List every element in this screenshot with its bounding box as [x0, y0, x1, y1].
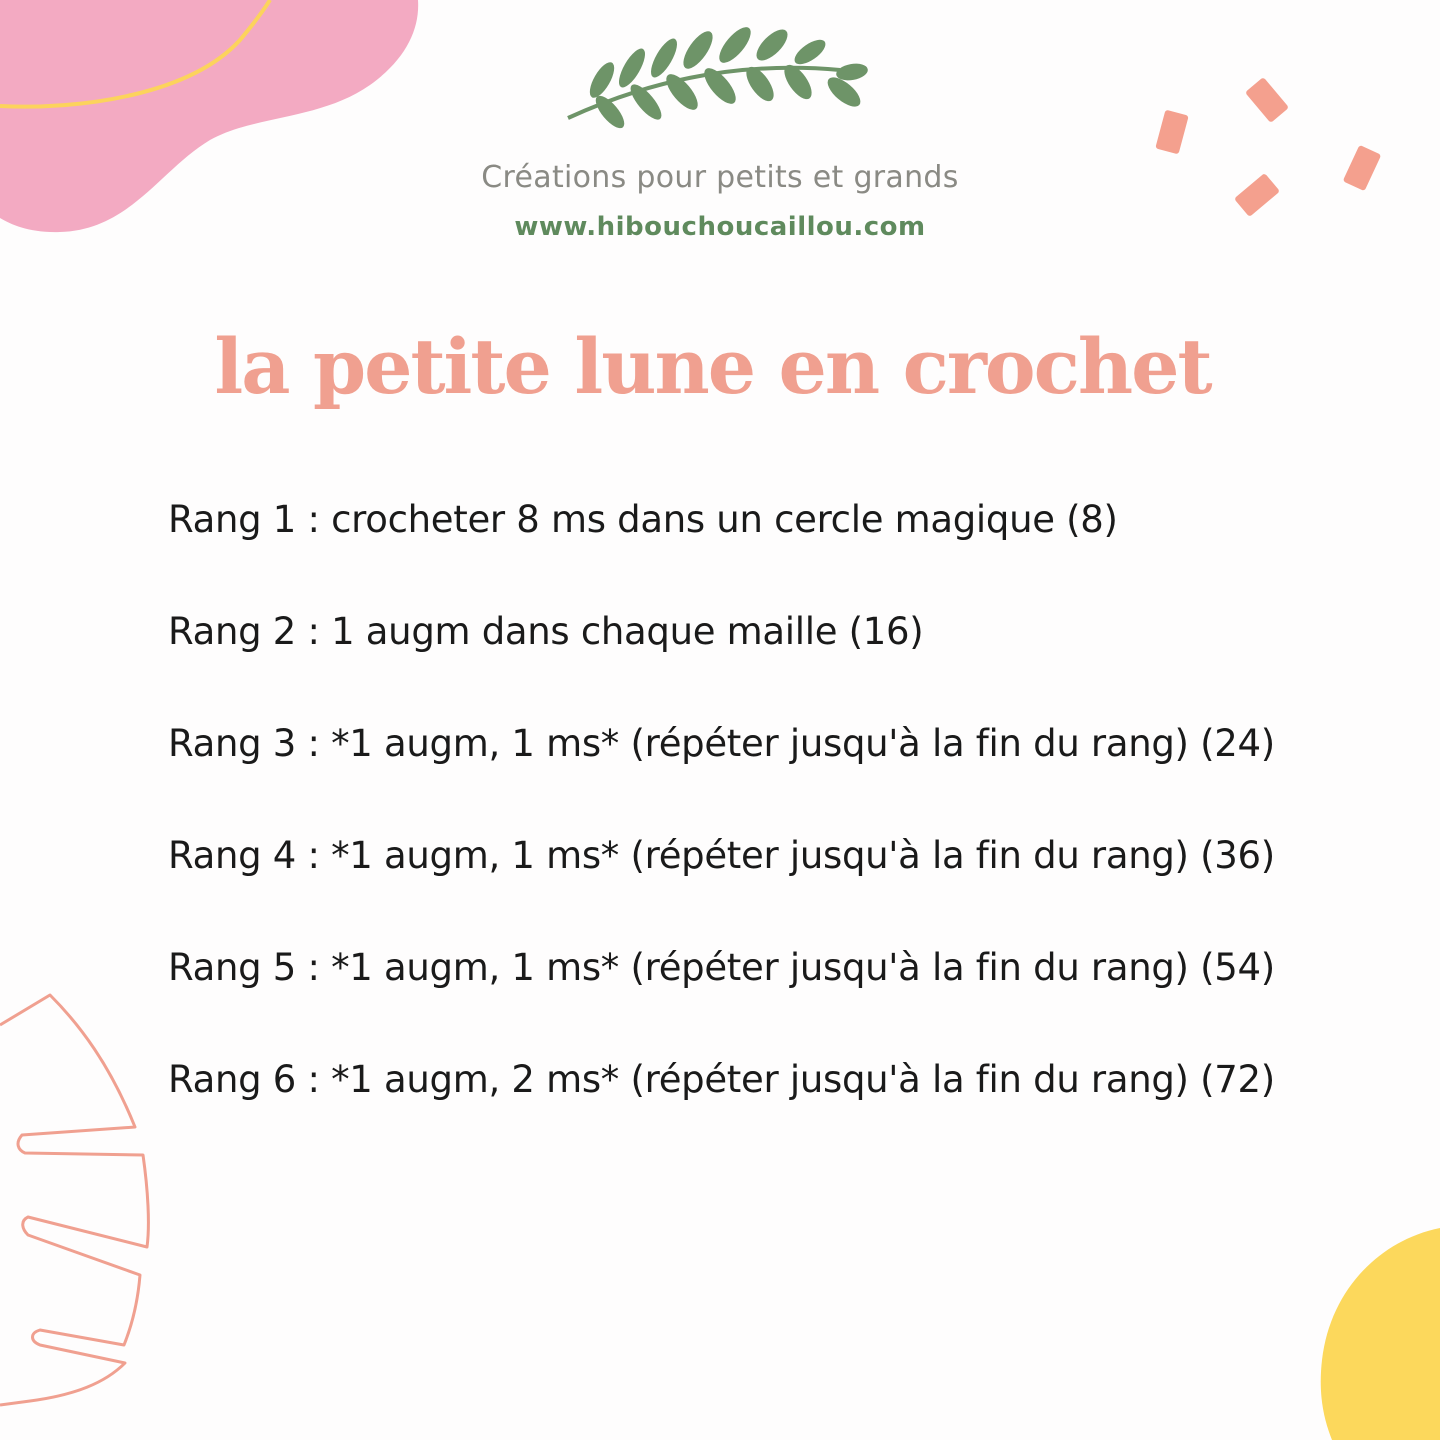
page-title: la petite lune en crochet: [214, 322, 1211, 411]
pattern-rows-list: [168, 498, 1275, 1170]
pattern-row-2: Rang 2 : 1 augm dans chaque maille (16): [168, 610, 924, 653]
leaf-branch-icon: [560, 20, 880, 130]
pattern-row-4: Rang 4 : *1 augm, 1 ms* (répéter jusqu'à la fin du rang) (36): [168, 834, 1275, 877]
pattern-row-1: Rang 1 : crocheter 8 ms dans un cercle magique (8): [168, 498, 1118, 541]
pink-blob-decoration: [0, 0, 430, 240]
yellow-blob-decoration: [1300, 1220, 1440, 1440]
website-link[interactable]: www.hibouchoucaillou.com: [514, 212, 926, 242]
pattern-row-6: Rang 6 : *1 augm, 2 ms* (répéter jusqu'à la fin du rang) (72): [168, 1058, 1275, 1101]
pattern-row-3: Rang 3 : *1 augm, 1 ms* (répéter jusqu'à la fin du rang) (24): [168, 722, 1275, 765]
monstera-leaf-outline: [0, 985, 170, 1425]
pattern-row-5: Rang 5 : *1 augm, 1 ms* (répéter jusqu'à la fin du rang) (54): [168, 946, 1275, 989]
tagline: Créations pour petits et grands: [481, 160, 959, 195]
